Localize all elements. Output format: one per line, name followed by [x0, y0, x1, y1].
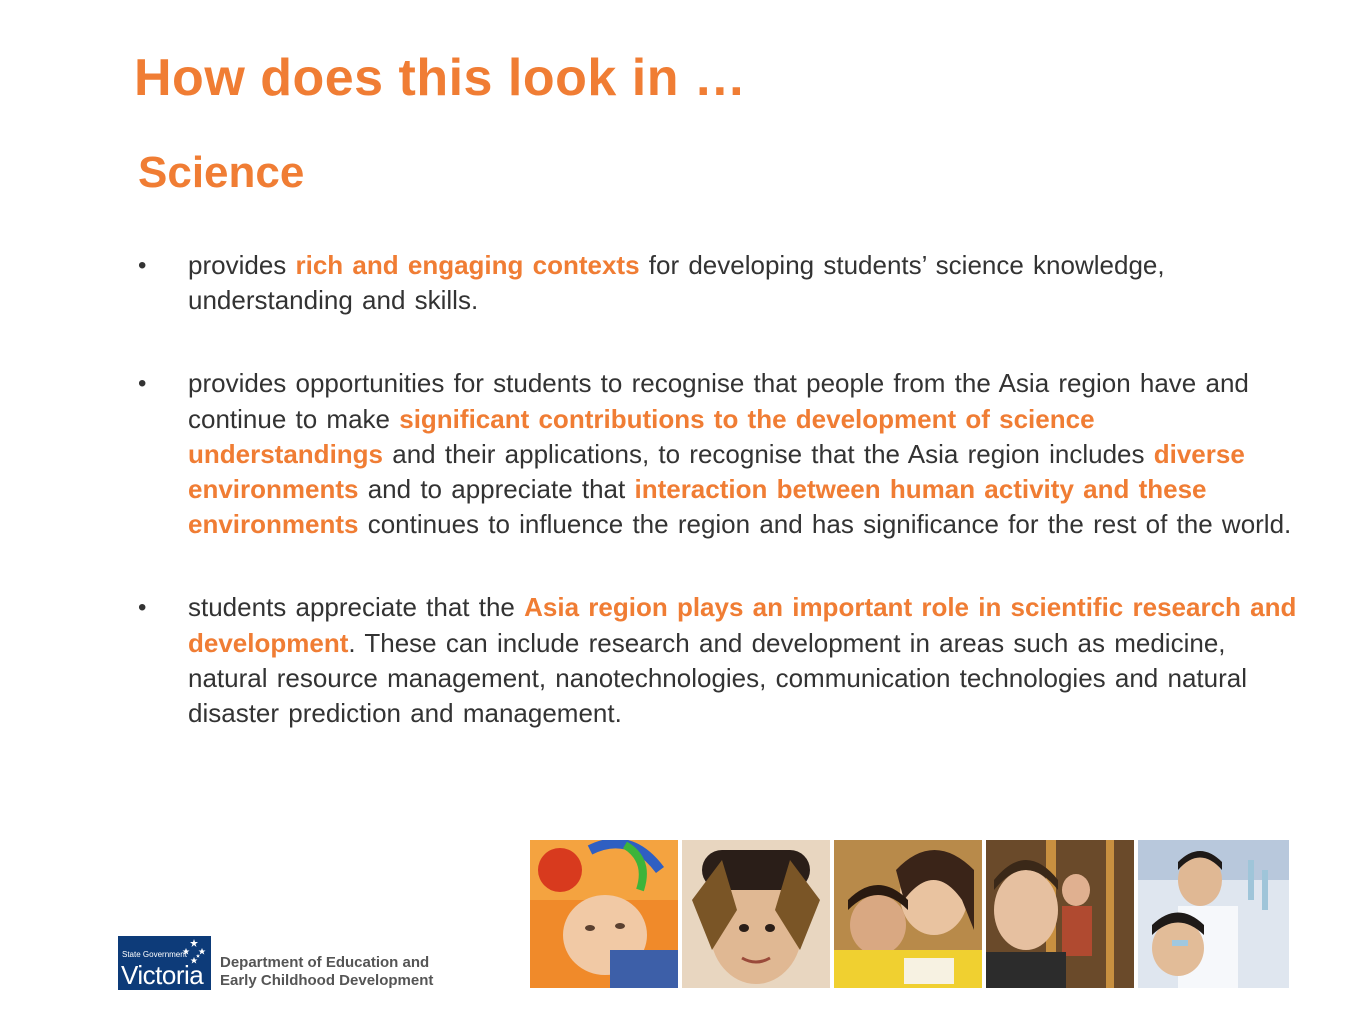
- photo-child-painted-hands: [682, 840, 830, 988]
- bullet-item: [138, 590, 1298, 731]
- logo-victoria: Victoria: [121, 960, 204, 990]
- highlighted-phrase: Asia region plays an important role in scientific research and development: [188, 592, 1297, 658]
- bullet-text: continues to influence the region and has significance for the rest of the world.: [358, 509, 1292, 540]
- slide-title: How does this look in …: [134, 49, 747, 107]
- logo-state-government: State Government: [122, 950, 187, 959]
- bullet-item: [138, 248, 1298, 318]
- highlighted-phrase: interaction between human activity and these environments: [188, 474, 1207, 540]
- bullet-list: [138, 248, 1298, 779]
- department-line-1: Department of Education and: [220, 954, 430, 971]
- slide-subtitle: Science: [138, 148, 305, 197]
- logo-badge: [118, 936, 211, 990]
- photo-students-writing: [834, 840, 982, 988]
- department-name: [220, 954, 433, 990]
- bullet-text: students appreciate that the: [188, 592, 525, 623]
- photo-theatre-students: [986, 840, 1134, 988]
- photo-baby-toys: [530, 840, 678, 988]
- bullet-text: for developing students’ science knowledge, understanding and skills.: [188, 250, 1165, 316]
- highlighted-phrase: rich and engaging contexts: [295, 250, 640, 280]
- bullet-dot-icon: •: [138, 252, 147, 279]
- victoria-government-logo: [118, 936, 434, 990]
- photo-lab-scientists: [1138, 840, 1289, 988]
- bullet-text: . These can include research and development in areas such as medicine, natural resource management, nanotechnologies, communication technologies and natural disaster prediction and management.: [188, 627, 1247, 729]
- highlighted-phrase: diverse environments: [188, 438, 1245, 505]
- bullet-text: and their applications, to recognise that the Asia region includes: [383, 438, 1154, 469]
- bullet-text: and to appreciate that: [358, 474, 635, 505]
- department-line-2: Early Childhood Development: [220, 972, 434, 989]
- bullet-dot-icon: •: [138, 370, 147, 398]
- bullet-item: [138, 366, 1298, 542]
- bullet-dot-icon: •: [138, 594, 147, 622]
- bullet-text: provides opportunities for students to recognise that people from the Asia region have and continue to make: [188, 368, 1249, 434]
- highlighted-phrase: significant contributions to the development of science understandings: [188, 403, 1095, 469]
- bullet-text: provides: [188, 250, 296, 280]
